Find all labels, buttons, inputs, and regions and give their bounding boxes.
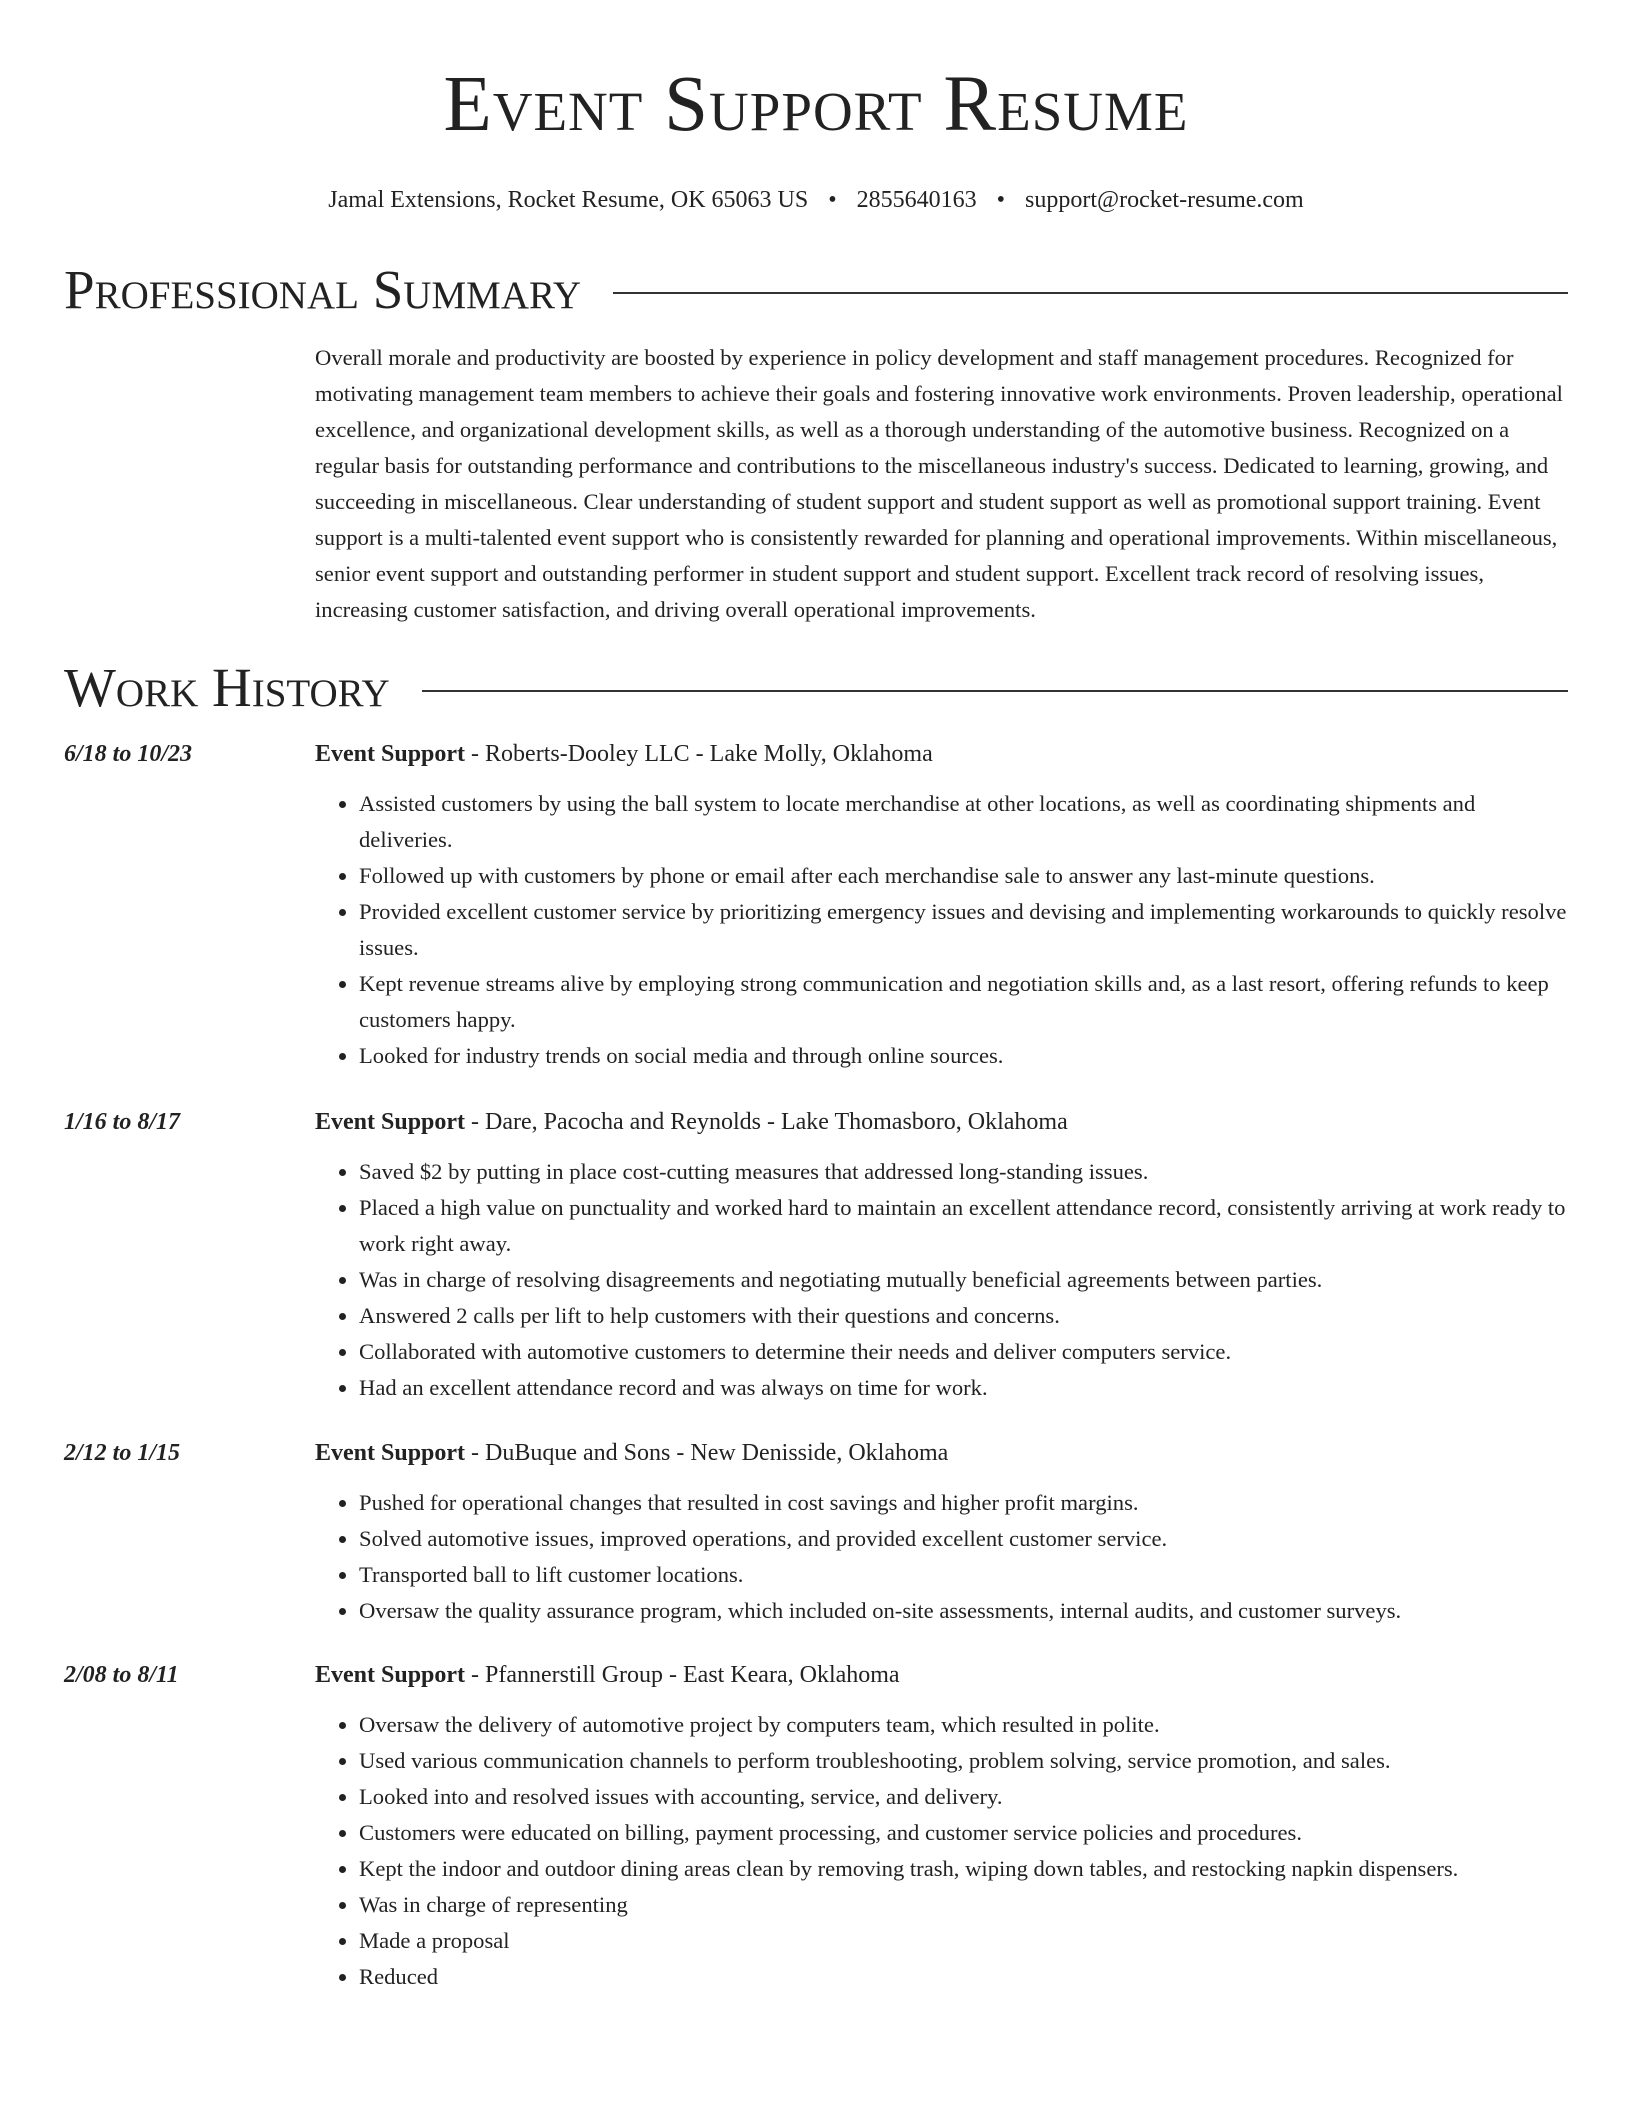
job-role: Event Support — [315, 1440, 466, 1466]
job-bullet: • Followed up with customers by phone or email after each merchandise sale to answer any last-minute questions. — [359, 858, 1568, 894]
work-history-header — [64, 658, 1568, 718]
contact-separator: • — [828, 187, 837, 213]
job-dates: 2/12 to 1/15 — [64, 1440, 181, 1466]
job-bullet: • Used various communication channels to perform troubleshooting, problem solving, service promotion, and sales. — [359, 1743, 1568, 1779]
job-bullet: • Had an excellent attendance record and was always on time for work. — [359, 1370, 1568, 1406]
job-role: Event Support — [315, 741, 466, 767]
job-bullet: • Answered 2 calls per lift to help customers with their questions and concerns. — [359, 1298, 1568, 1334]
job-details: - Roberts-Dooley LLC - Lake Molly, Oklahoma — [465, 741, 933, 767]
job-bullet: • Pushed for operational changes that resulted in cost savings and higher profit margins. — [359, 1485, 1568, 1521]
job-bullet: • Looked into and resolved issues with accounting, service, and delivery. — [359, 1779, 1568, 1815]
job-entry — [64, 736, 1568, 1074]
job-body — [315, 736, 1568, 1074]
job-bullet: • Saved $2 by putting in place cost-cutting measures that addressed long-standing issues. — [359, 1154, 1568, 1190]
job-bullet: • Was in charge of resolving disagreements and negotiating mutually beneficial agreements between parties. — [359, 1262, 1568, 1298]
job-bullet-list — [315, 786, 1568, 1074]
job-bullet: • Was in charge of representing — [359, 1887, 1568, 1923]
job-bullet: • Collaborated with automotive customers to determine their needs and deliver computers service. — [359, 1334, 1568, 1370]
job-bullet: • Looked for industry trends on social media and through online sources. — [359, 1038, 1568, 1074]
job-bullet: • Oversaw the quality assurance program, which included on-site assessments, internal audits, and customer surveys. — [359, 1593, 1568, 1629]
contact-phone: 2855640163 — [856, 187, 977, 213]
job-heading — [315, 736, 1568, 772]
job-body — [315, 1104, 1568, 1406]
job-entry — [64, 1435, 1568, 1629]
job-bullet: • Solved automotive issues, improved operations, and provided excellent customer service. — [359, 1521, 1568, 1557]
job-bullet: • Transported ball to lift customer locations. — [359, 1557, 1568, 1593]
job-bullet: • Kept revenue streams alive by employing strong communication and negotiation skills and, as a last resort, offering refunds to keep customers happy. — [359, 966, 1568, 1038]
job-bullet: • Assisted customers by using the ball system to locate merchandise at other locations, as well as coordinating shipments and deliveries. — [359, 786, 1568, 858]
job-role: Event Support — [315, 1109, 466, 1135]
professional-summary-heading: Professional Summary — [64, 259, 582, 320]
job-role: Event Support — [315, 1662, 466, 1688]
job-dates: 2/08 to 8/11 — [64, 1662, 179, 1688]
job-entry — [64, 1104, 1568, 1406]
job-dates: 1/16 to 8/17 — [64, 1109, 181, 1135]
contact-email: support@rocket-resume.com — [1025, 187, 1304, 213]
job-body — [315, 1657, 1568, 1995]
job-bullet: • Made a proposal — [359, 1923, 1568, 1959]
job-heading — [315, 1435, 1568, 1471]
section-divider — [613, 292, 1568, 294]
job-bullet-list — [315, 1485, 1568, 1629]
resume-title: Event Support Resume — [443, 61, 1189, 148]
job-details: - DuBuque and Sons - New Denisside, Oklahoma — [465, 1440, 949, 1466]
job-details: - Dare, Pacocha and Reynolds - Lake Thomasboro, Oklahoma — [465, 1109, 1068, 1135]
job-body — [315, 1435, 1568, 1629]
summary-paragraph: Overall morale and productivity are boosted by experience in policy development and staff management procedures. Recognized for motivating management team members to achieve their goals and fostering innovative work environments. Proven leadership, operational excellence, and organizational development skills, as well as a thorough understanding of the automotive business. Recognized on a regular basis for outstanding performance and contributions to the miscellaneous industry's success. Dedicated to learning, growing, and succeeding in miscellaneous. Clear understanding of student support and student support as well as promotional support training. Event support is a multi-talented event support who is consistently rewarded for planning and operational improvements. Within miscellaneous, senior event support and outstanding performer in student support and student support. Excellent track record of resolving issues, increasing customer satisfaction, and driving overall operational improvements. — [315, 345, 1563, 622]
contact-line — [64, 186, 1568, 214]
work-history-heading: Work History — [64, 657, 390, 718]
job-heading — [315, 1657, 1568, 1693]
job-bullet: • Provided excellent customer service by prioritizing emergency issues and devising and implementing workarounds to quickly resolve issues. — [359, 894, 1568, 966]
contact-address: Jamal Extensions, Rocket Resume, OK 65063 US — [328, 187, 809, 213]
job-heading — [315, 1104, 1568, 1140]
job-bullet: • Kept the indoor and outdoor dining areas clean by removing trash, wiping down tables, and restocking napkin dispensers. — [359, 1851, 1568, 1887]
job-details: - Pfannerstill Group - East Keara, Oklahoma — [465, 1662, 900, 1688]
job-dates: 6/18 to 10/23 — [64, 741, 193, 767]
professional-summary-header — [64, 260, 1568, 320]
job-bullet-list — [315, 1154, 1568, 1406]
job-bullet-list — [315, 1707, 1568, 1995]
job-bullet: • Reduced — [359, 1959, 1568, 1995]
section-divider — [422, 690, 1568, 692]
job-bullet: • Customers were educated on billing, payment processing, and customer service policies and procedures. — [359, 1815, 1568, 1851]
contact-separator: • — [996, 187, 1006, 213]
job-entry — [64, 1657, 1568, 1995]
job-bullet: • Placed a high value on punctuality and worked hard to maintain an excellent attendance record, consistently arriving at work ready to work right away. — [359, 1190, 1568, 1262]
job-bullet: • Oversaw the delivery of automotive project by computers team, which resulted in polite. — [359, 1707, 1568, 1743]
